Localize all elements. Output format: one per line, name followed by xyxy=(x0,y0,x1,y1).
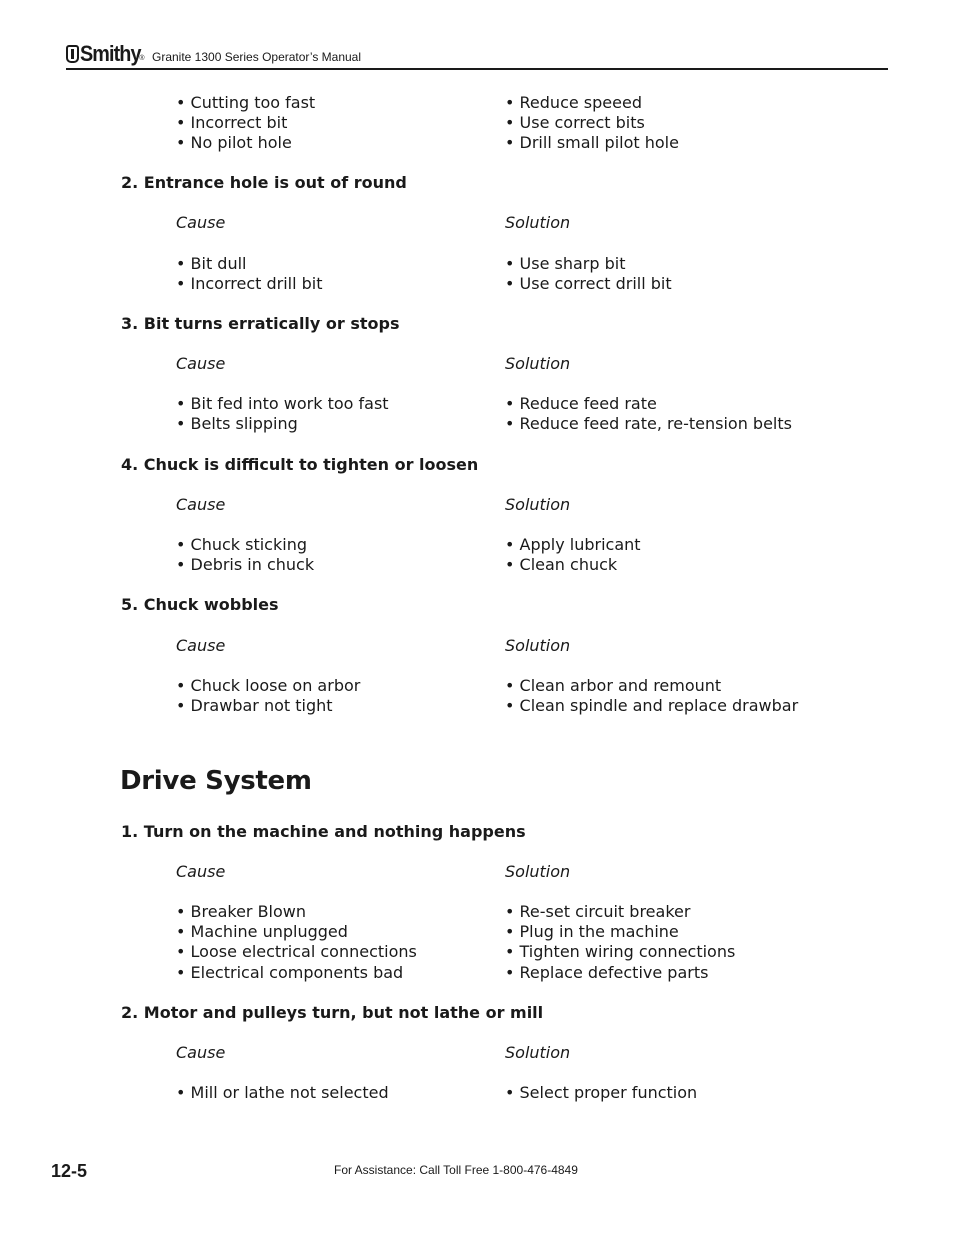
solution-label: Solution xyxy=(505,213,571,232)
solution-label: Solution xyxy=(505,495,571,514)
list-item: • Bit fed into work too fast xyxy=(176,394,389,413)
assistance-text: For Assistance: Call Toll Free 1-800-476-4849 xyxy=(334,1163,578,1177)
cause-label: Cause xyxy=(176,495,226,514)
solution-list xyxy=(505,394,792,434)
solution-label: Solution xyxy=(505,354,571,373)
solution-label: Solution xyxy=(505,862,571,881)
solution-list xyxy=(505,535,641,575)
item-heading: 2. Motor and pulleys turn, but not lathe or mill xyxy=(121,1003,544,1022)
item-heading: 1. Turn on the machine and nothing happens xyxy=(121,822,526,841)
list-item: • Mill or lathe not selected xyxy=(176,1083,389,1102)
cause-list xyxy=(176,1083,389,1103)
list-item: • Debris in chuck xyxy=(176,555,315,575)
item-heading: 2. Entrance hole is out of round xyxy=(121,173,407,192)
list-item: • Clean spindle and replace drawbar xyxy=(505,696,799,716)
list-item: • Plug in the machine xyxy=(505,922,679,942)
logo-registered-mark: ® xyxy=(139,55,145,62)
cause-label: Cause xyxy=(176,1043,226,1062)
list-item: • Bit dull xyxy=(176,254,247,273)
list-item: • Apply lubricant xyxy=(505,535,641,554)
list-item: • Reduce speeed xyxy=(505,93,642,112)
smithy-logo-icon xyxy=(66,45,79,63)
list-item: • Incorrect bit xyxy=(176,113,288,133)
cause-label: Cause xyxy=(176,354,226,373)
list-item: • Clean arbor and remount xyxy=(505,676,722,695)
list-item: • Chuck loose on arbor xyxy=(176,676,361,695)
list-item: • Electrical components bad xyxy=(176,962,404,982)
cause-list xyxy=(176,676,360,716)
page-header xyxy=(66,40,888,70)
list-item: • Cutting too fast xyxy=(176,93,316,112)
item-heading: 4. Chuck is difficult to tighten or loosen xyxy=(121,455,479,474)
list-item: • Chuck sticking xyxy=(176,535,307,554)
solution-list-top xyxy=(505,93,679,154)
smithy-logo xyxy=(66,40,145,66)
list-item: • Machine unplugged xyxy=(176,922,348,942)
manual-title: Granite 1300 Series Operator’s Manual xyxy=(152,50,362,64)
list-item: • Select proper function xyxy=(505,1083,698,1102)
page-number: 12-5 xyxy=(51,1161,88,1181)
list-item: • Replace defective parts xyxy=(505,962,709,982)
list-item: • Use sharp bit xyxy=(505,254,626,273)
solution-label: Solution xyxy=(505,1043,571,1062)
list-item: • Belts slipping xyxy=(176,414,298,434)
logo-text: Smithy xyxy=(80,41,141,66)
list-item: • Reduce feed rate xyxy=(505,394,657,413)
item-heading: 3. Bit turns erratically or stops xyxy=(121,314,400,333)
solution-list xyxy=(505,1083,697,1103)
solution-label: Solution xyxy=(505,636,571,655)
list-item: • Incorrect drill bit xyxy=(176,274,323,294)
list-item: • Tighten wiring connections xyxy=(505,942,736,962)
list-item: • Reduce feed rate, re-tension belts xyxy=(505,414,792,434)
solution-list xyxy=(505,254,672,294)
cause-label: Cause xyxy=(176,862,226,881)
item-heading: 5. Chuck wobbles xyxy=(121,595,279,614)
cause-list-top xyxy=(176,93,315,154)
cause-list xyxy=(176,902,417,983)
solution-list xyxy=(505,676,798,716)
list-item: • No pilot hole xyxy=(176,133,292,153)
list-item: • Re-set circuit breaker xyxy=(505,902,691,921)
list-item: • Clean chuck xyxy=(505,555,618,575)
list-item: • Drawbar not tight xyxy=(176,696,333,716)
cause-list xyxy=(176,535,314,575)
list-item: • Use correct bits xyxy=(505,113,645,133)
solution-list xyxy=(505,902,735,983)
list-item: • Breaker Blown xyxy=(176,902,307,921)
cause-list xyxy=(176,254,323,294)
list-item: • Loose electrical connections xyxy=(176,942,417,962)
list-item: • Drill small pilot hole xyxy=(505,133,679,153)
cause-label: Cause xyxy=(176,636,226,655)
cause-label: Cause xyxy=(176,213,226,232)
cause-list xyxy=(176,394,389,434)
section-title: Drive System xyxy=(120,766,312,796)
list-item: • Use correct drill bit xyxy=(505,274,672,294)
